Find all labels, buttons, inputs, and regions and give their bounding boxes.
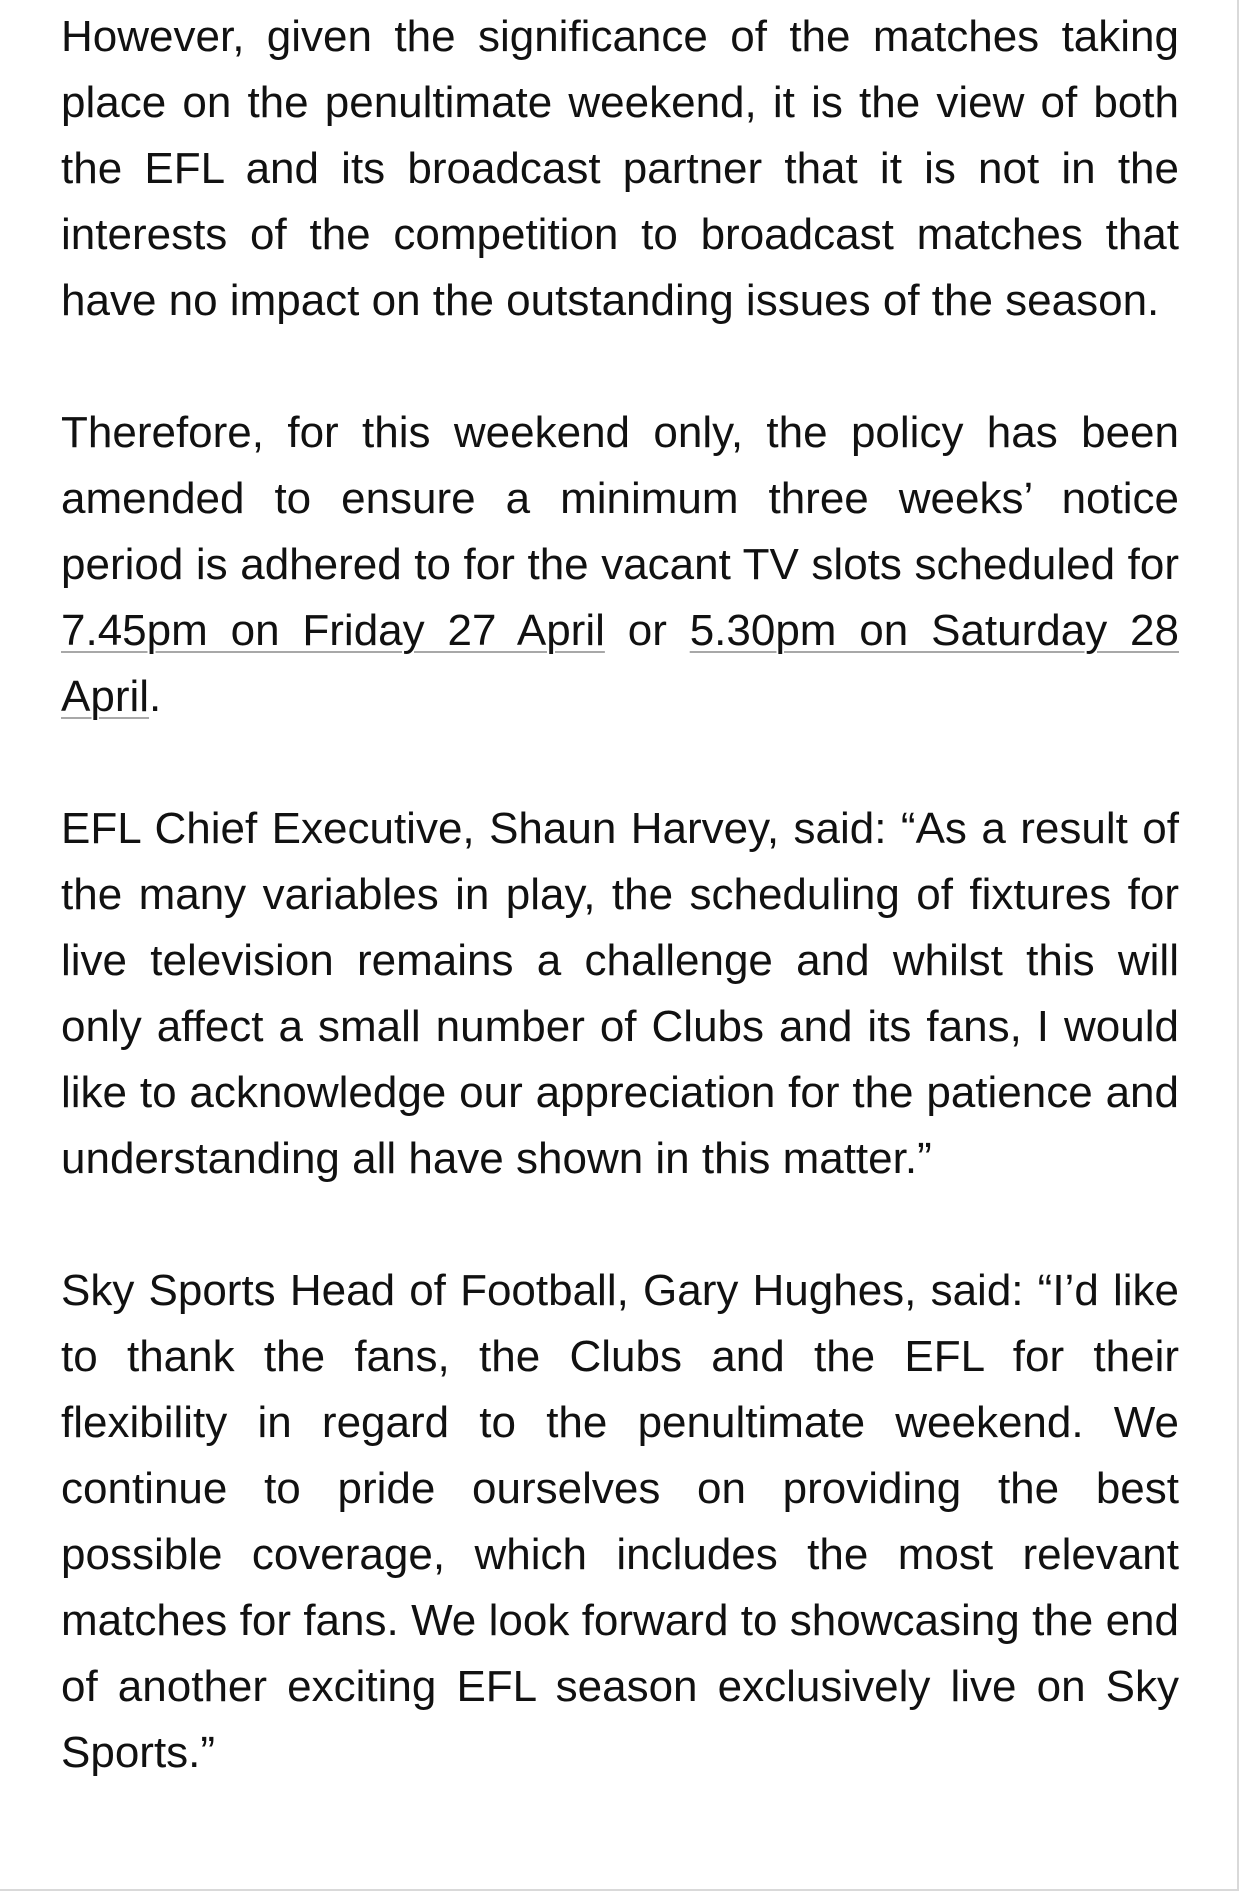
paragraph-policy-amendment bbox=[61, 400, 1179, 730]
paragraph-broadcast-view: However, given the significance of the matches taking place on the penultimate weekend, it is the view of both the EFL and its broadcast partner that it is not in the interests of the competition to broadcast matches that have no impact on the outstanding issues of the season. bbox=[61, 12, 1179, 325]
paragraph-sky-quote: Sky Sports Head of Football, Gary Hughes, said: “I’d like to thank the fans, the Clubs and the EFL for their flexibility in regard to the penultimate weekend. We continue to pride ourselves on providing the best possible coverage, which includes the most relevant matches for fans. We look forward to showcasing the end of another exciting EFL season exclusively live on Sky Sports.” bbox=[61, 1266, 1179, 1777]
paragraph-policy-text-before: Therefore, for this weekend only, the policy has been amended to ensure a minimum three weeks’ notice period is adhered to for the vacant TV slots scheduled for bbox=[61, 408, 1179, 589]
paragraph-policy-text-middle: or bbox=[604, 606, 690, 655]
article-body bbox=[61, 4, 1179, 1786]
paragraph-policy-text-after: . bbox=[149, 672, 162, 721]
date-link-friday[interactable]: 7.45pm on Friday 27 April bbox=[61, 606, 605, 655]
paragraph-efl-quote: EFL Chief Executive, Shaun Harvey, said: “As a result of the many variables in play, the scheduling of fixtures for live television remains a challenge and whilst this will only affect a small number of Clubs and its fans, I would like to acknowledge our appreciation for the patience and understanding all have shown in this matter.” bbox=[61, 804, 1179, 1183]
date-link-saturday[interactable]: 5.30pm on Saturday 28 April bbox=[61, 606, 1179, 721]
